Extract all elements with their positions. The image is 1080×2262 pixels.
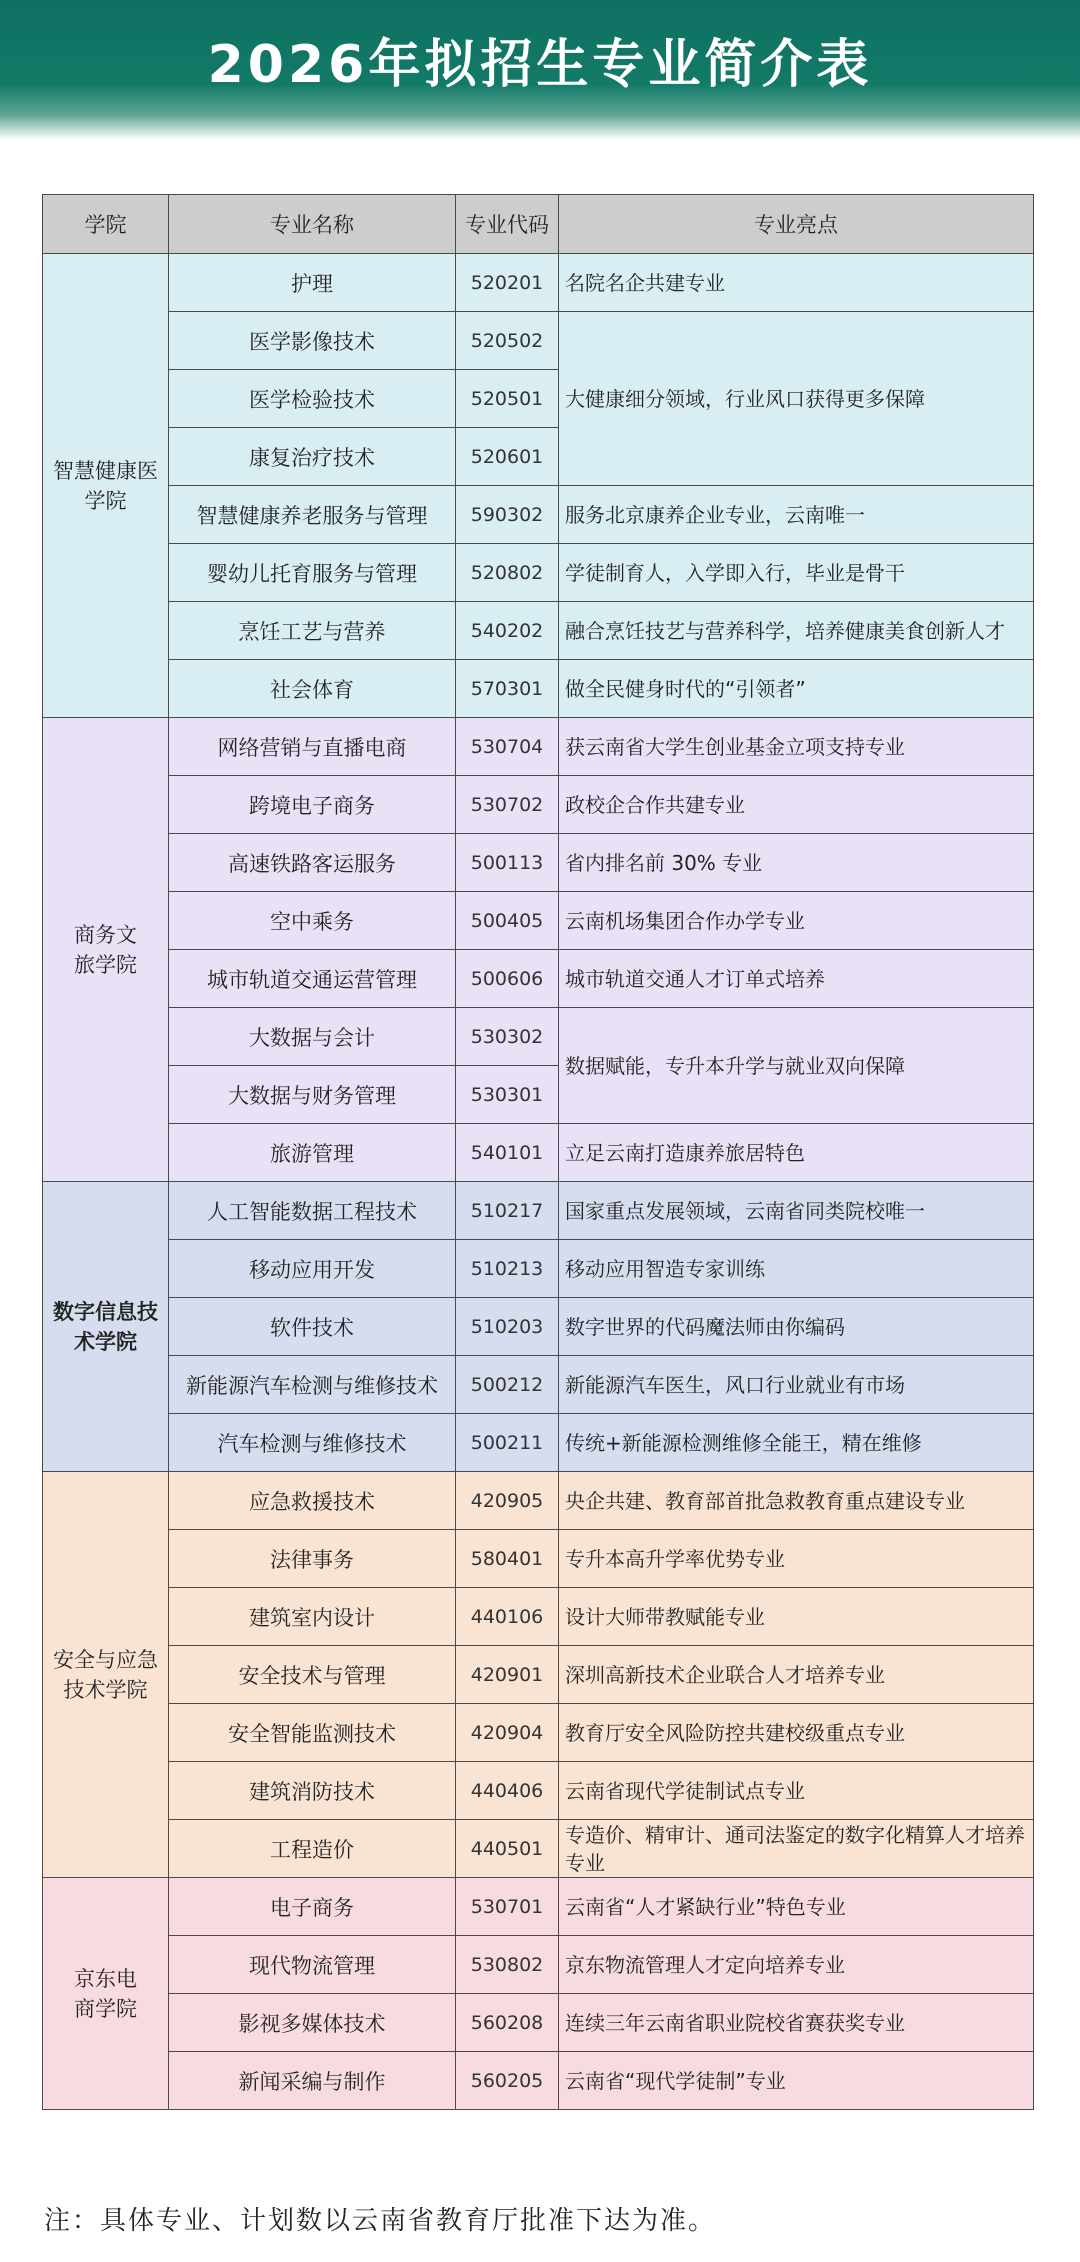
major-highlight: 教育厅安全风险防控共建校级重点专业 — [559, 1704, 1034, 1762]
major-code: 530301 — [456, 1066, 559, 1124]
major-name: 安全技术与管理 — [169, 1646, 456, 1704]
major-highlight: 服务北京康养企业专业，云南唯一 — [559, 486, 1034, 544]
major-code: 500606 — [456, 950, 559, 1008]
major-name: 软件技术 — [169, 1298, 456, 1356]
major-highlight: 融合烹饪技艺与营养科学，培养健康美食创新人才 — [559, 602, 1034, 660]
major-highlight: 获云南省大学生创业基金立项支持专业 — [559, 718, 1034, 776]
major-name: 高速铁路客运服务 — [169, 834, 456, 892]
major-code: 590302 — [456, 486, 559, 544]
header-banner — [0, 0, 1080, 140]
major-name: 工程造价 — [169, 1820, 456, 1878]
table-row — [43, 1182, 1034, 1240]
major-name: 新能源汽车检测与维修技术 — [169, 1356, 456, 1414]
major-code: 560208 — [456, 1994, 559, 2052]
major-name: 医学检验技术 — [169, 370, 456, 428]
table-row — [43, 834, 1034, 892]
table-row — [43, 950, 1034, 1008]
major-code: 510203 — [456, 1298, 559, 1356]
major-highlight: 大健康细分领域，行业风口获得更多保障 — [559, 312, 1034, 486]
college-cell — [43, 1472, 169, 1878]
major-highlight: 专升本高升学率优势专业 — [559, 1530, 1034, 1588]
major-name: 烹饪工艺与营养 — [169, 602, 456, 660]
major-highlight: 做全民健身时代的“引领者” — [559, 660, 1034, 718]
major-highlight: 政校企合作共建专业 — [559, 776, 1034, 834]
major-name: 康复治疗技术 — [169, 428, 456, 486]
table-row — [43, 892, 1034, 950]
table-row — [43, 544, 1034, 602]
major-highlight: 学徒制育人，入学即入行，毕业是骨干 — [559, 544, 1034, 602]
major-code: 500405 — [456, 892, 559, 950]
table-row — [43, 254, 1034, 312]
major-code: 420904 — [456, 1704, 559, 1762]
table-row — [43, 312, 1034, 370]
college-cell — [43, 1878, 169, 2110]
major-name: 现代物流管理 — [169, 1936, 456, 1994]
major-name: 移动应用开发 — [169, 1240, 456, 1298]
footer-note: 注：具体专业、计划数以云南省教育厅批准下达为准。 — [44, 2206, 717, 2236]
major-highlight: 立足云南打造康养旅居特色 — [559, 1124, 1034, 1182]
major-code: 530702 — [456, 776, 559, 834]
major-highlight: 设计大师带教赋能专业 — [559, 1588, 1034, 1646]
major-highlight: 数据赋能，专升本升学与就业双向保障 — [559, 1008, 1034, 1124]
table-row — [43, 1588, 1034, 1646]
major-code: 530701 — [456, 1878, 559, 1936]
table-row — [43, 2052, 1034, 2110]
table-row — [43, 1994, 1034, 2052]
table-row — [43, 1472, 1034, 1530]
table-row — [43, 486, 1034, 544]
table-row — [43, 776, 1034, 834]
college-name: 数字信息技术学院 — [53, 1299, 158, 1354]
major-highlight: 云南省“人才紧缺行业”特色专业 — [559, 1878, 1034, 1936]
major-code: 510217 — [456, 1182, 559, 1240]
header-college: 学院 — [43, 195, 169, 254]
major-code: 420905 — [456, 1472, 559, 1530]
header-major-name: 专业名称 — [169, 195, 456, 254]
major-name: 大数据与会计 — [169, 1008, 456, 1066]
major-code: 440501 — [456, 1820, 559, 1878]
major-code: 520501 — [456, 370, 559, 428]
table-row — [43, 1240, 1034, 1298]
major-highlight: 专造价、精审计、通司法鉴定的数字化精算人才培养专业 — [559, 1820, 1034, 1878]
major-highlight: 央企共建、教育部首批急救教育重点建设专业 — [559, 1472, 1034, 1530]
major-highlight: 云南省“现代学徒制”专业 — [559, 2052, 1034, 2110]
college-name: 京东电商学院 — [74, 1966, 137, 2021]
major-highlight: 云南省现代学徒制试点专业 — [559, 1762, 1034, 1820]
major-highlight: 云南机场集团合作办学专业 — [559, 892, 1034, 950]
college-cell — [43, 254, 169, 718]
table-row — [43, 1356, 1034, 1414]
major-code: 560205 — [456, 2052, 559, 2110]
table-row — [43, 1762, 1034, 1820]
major-name: 新闻采编与制作 — [169, 2052, 456, 2110]
major-code: 500212 — [456, 1356, 559, 1414]
table-row — [43, 1530, 1034, 1588]
major-name: 安全智能监测技术 — [169, 1704, 456, 1762]
major-name: 法律事务 — [169, 1530, 456, 1588]
college-name: 商务文旅学院 — [74, 922, 137, 977]
major-code: 520802 — [456, 544, 559, 602]
major-name: 医学影像技术 — [169, 312, 456, 370]
major-name: 大数据与财务管理 — [169, 1066, 456, 1124]
table-row — [43, 1414, 1034, 1472]
major-highlight: 连续三年云南省职业院校省赛获奖专业 — [559, 1994, 1034, 2052]
major-code: 540101 — [456, 1124, 559, 1182]
major-code: 500113 — [456, 834, 559, 892]
major-highlight: 名院名企共建专业 — [559, 254, 1034, 312]
college-name: 安全与应急技术学院 — [53, 1647, 158, 1702]
table-row — [43, 1124, 1034, 1182]
major-code: 520601 — [456, 428, 559, 486]
major-code: 510213 — [456, 1240, 559, 1298]
major-name: 电子商务 — [169, 1878, 456, 1936]
major-highlight: 国家重点发展领域，云南省同类院校唯一 — [559, 1182, 1034, 1240]
major-name: 应急救援技术 — [169, 1472, 456, 1530]
table-row — [43, 602, 1034, 660]
major-code: 420901 — [456, 1646, 559, 1704]
major-code: 500211 — [456, 1414, 559, 1472]
header-major-code: 专业代码 — [456, 195, 559, 254]
table-row — [43, 1646, 1034, 1704]
major-highlight: 数字世界的代码魔法师由你编码 — [559, 1298, 1034, 1356]
major-code: 530302 — [456, 1008, 559, 1066]
major-name: 跨境电子商务 — [169, 776, 456, 834]
major-code: 580401 — [456, 1530, 559, 1588]
table-row — [43, 1704, 1034, 1762]
major-code: 440406 — [456, 1762, 559, 1820]
college-name: 智慧健康医学院 — [53, 458, 158, 513]
major-highlight: 深圳高新技术企业联合人才培养专业 — [559, 1646, 1034, 1704]
major-code: 530704 — [456, 718, 559, 776]
page-title: 2026年拟招生专业简介表 — [207, 35, 873, 95]
major-highlight: 京东物流管理人才定向培养专业 — [559, 1936, 1034, 1994]
table-header-row — [43, 195, 1034, 254]
college-cell — [43, 718, 169, 1182]
table-row — [43, 1878, 1034, 1936]
major-code: 540202 — [456, 602, 559, 660]
header-highlight: 专业亮点 — [559, 195, 1034, 254]
major-name: 空中乘务 — [169, 892, 456, 950]
major-name: 旅游管理 — [169, 1124, 456, 1182]
table-row — [43, 1008, 1034, 1066]
major-highlight: 新能源汽车医生，风口行业就业有市场 — [559, 1356, 1034, 1414]
major-code: 440106 — [456, 1588, 559, 1646]
table-row — [43, 1936, 1034, 1994]
table-row — [43, 1820, 1034, 1878]
major-name: 汽车检测与维修技术 — [169, 1414, 456, 1472]
major-name: 建筑室内设计 — [169, 1588, 456, 1646]
major-highlight: 移动应用智造专家训练 — [559, 1240, 1034, 1298]
table-row — [43, 660, 1034, 718]
major-name: 婴幼儿托育服务与管理 — [169, 544, 456, 602]
major-name: 人工智能数据工程技术 — [169, 1182, 456, 1240]
major-code: 520502 — [456, 312, 559, 370]
major-code: 570301 — [456, 660, 559, 718]
major-name: 网络营销与直播电商 — [169, 718, 456, 776]
major-code: 530802 — [456, 1936, 559, 1994]
major-highlight: 传统+新能源检测维修全能王，精在维修 — [559, 1414, 1034, 1472]
major-name: 城市轨道交通运营管理 — [169, 950, 456, 1008]
major-name: 社会体育 — [169, 660, 456, 718]
majors-table — [42, 194, 1034, 2110]
major-highlight: 省内排名前 30% 专业 — [559, 834, 1034, 892]
table-row — [43, 1298, 1034, 1356]
table-row — [43, 718, 1034, 776]
major-name: 智慧健康养老服务与管理 — [169, 486, 456, 544]
major-code: 520201 — [456, 254, 559, 312]
major-highlight: 城市轨道交通人才订单式培养 — [559, 950, 1034, 1008]
major-name: 建筑消防技术 — [169, 1762, 456, 1820]
major-name: 护理 — [169, 254, 456, 312]
college-cell — [43, 1182, 169, 1472]
major-name: 影视多媒体技术 — [169, 1994, 456, 2052]
